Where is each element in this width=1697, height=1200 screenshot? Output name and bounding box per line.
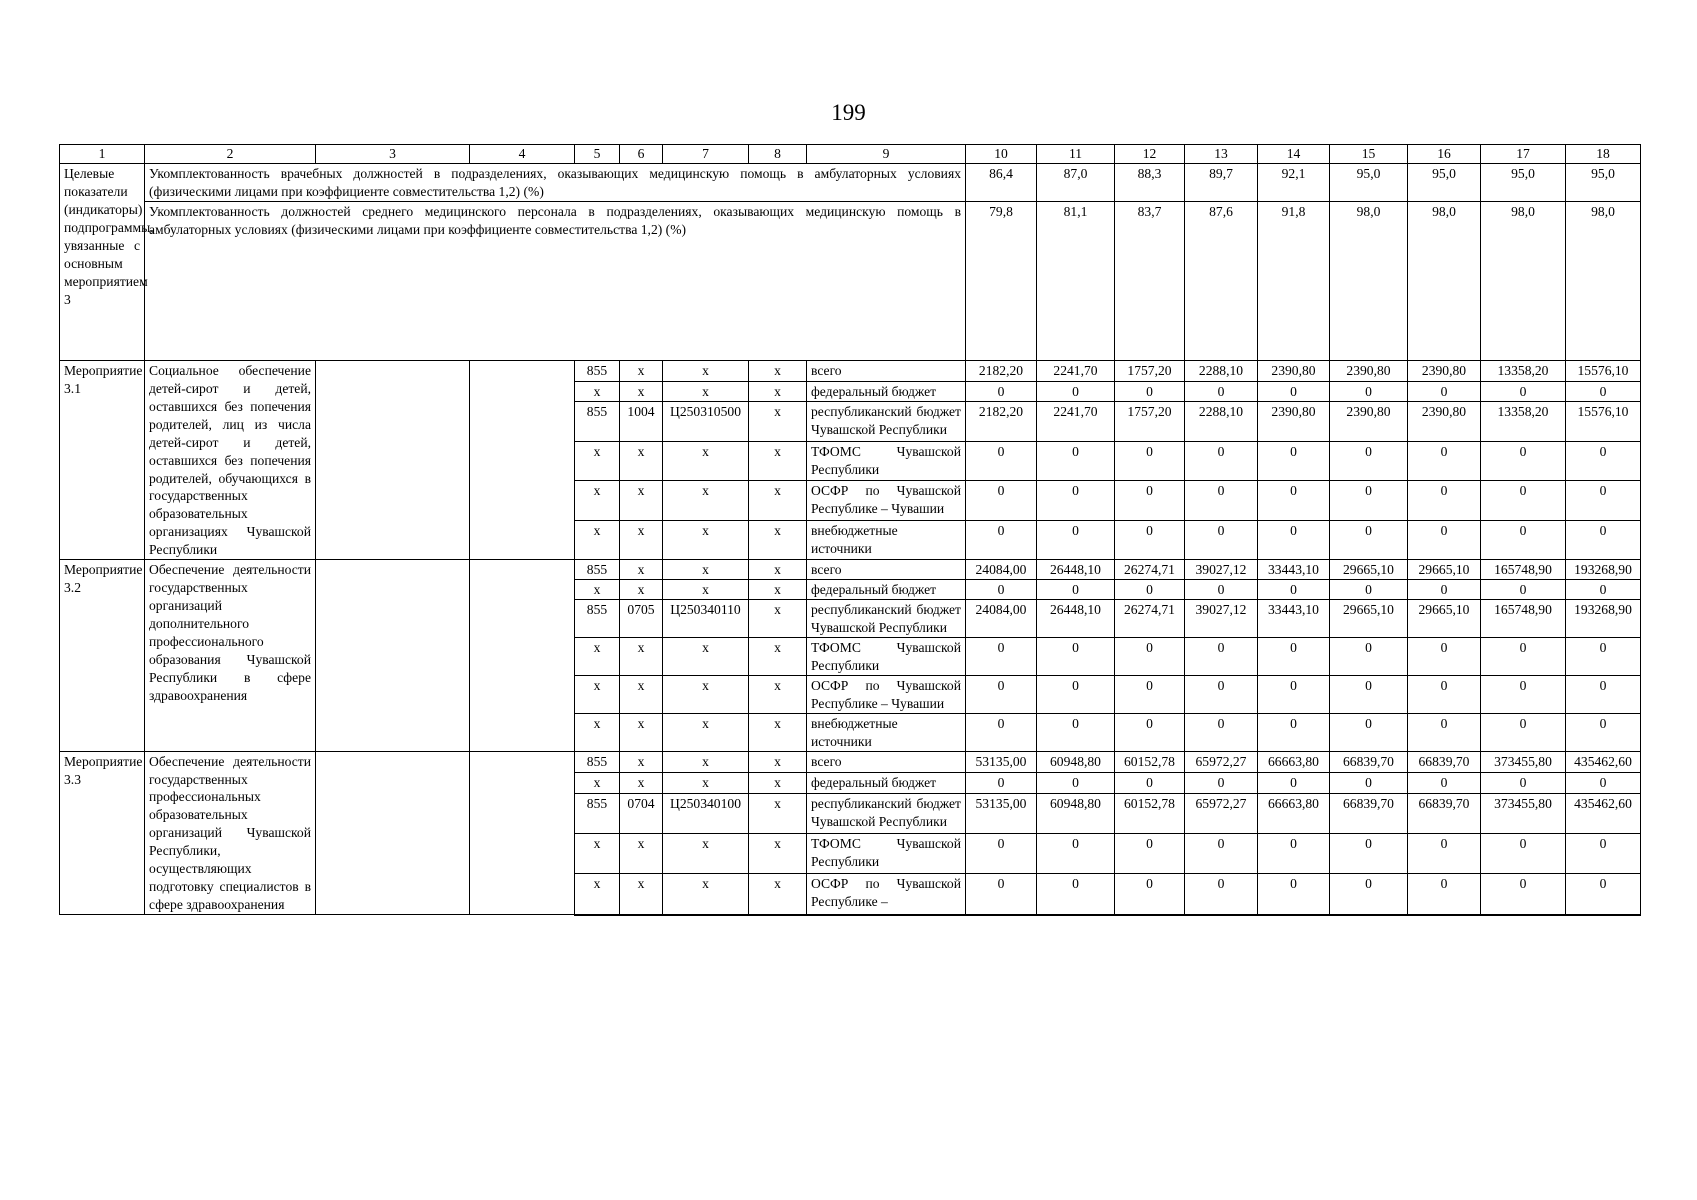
amount-value: 66839,70 <box>1330 751 1408 772</box>
amount-value: 0 <box>1185 481 1258 520</box>
amount-value: 0 <box>1330 675 1408 713</box>
amount-value: 0 <box>1115 580 1185 600</box>
code-grbs: х <box>575 874 620 915</box>
indicator-value: 92,1 <box>1258 164 1330 202</box>
amount-value: 0 <box>1330 481 1408 520</box>
code-grbs: х <box>575 713 620 751</box>
amount-value: 0 <box>1566 481 1641 520</box>
amount-value: 0 <box>1185 580 1258 600</box>
amount-value: 65972,27 <box>1185 751 1258 772</box>
amount-value: 0 <box>1330 580 1408 600</box>
code-grbs: 855 <box>575 793 620 833</box>
amount-value: 0 <box>966 441 1037 480</box>
amount-value: 0 <box>1185 772 1258 793</box>
code-expense: х <box>749 481 807 520</box>
amount-value: 60948,80 <box>1037 751 1115 772</box>
amount-value: 373455,80 <box>1481 793 1566 833</box>
funding-source: республиканский бюджет Чувашской Республики <box>807 402 966 441</box>
amount-value: 66663,80 <box>1258 751 1330 772</box>
code-section: х <box>620 560 663 580</box>
code-section: х <box>620 675 663 713</box>
amount-value: 29665,10 <box>1330 600 1408 638</box>
amount-value: 24084,00 <box>966 560 1037 580</box>
amount-value: 0 <box>1115 874 1185 915</box>
amount-value: 0 <box>1330 381 1408 402</box>
amount-value: 0 <box>1115 481 1185 520</box>
code-target: х <box>663 481 749 520</box>
code-expense: х <box>749 402 807 441</box>
indicator-value: 98,0 <box>1566 201 1641 360</box>
amount-value: 0 <box>1037 675 1115 713</box>
indicator-value: 95,0 <box>1481 164 1566 202</box>
code-section: 1004 <box>620 402 663 441</box>
amount-value: 26448,10 <box>1037 600 1115 638</box>
table-body <box>60 145 1641 915</box>
amount-value: 0 <box>1185 637 1258 675</box>
code-expense: х <box>749 874 807 915</box>
column-number: 6 <box>620 145 663 164</box>
amount-value: 0 <box>1258 713 1330 751</box>
amount-value: 0 <box>1566 834 1641 874</box>
code-grbs: х <box>575 580 620 600</box>
amount-value: 0 <box>1258 834 1330 874</box>
code-grbs: 855 <box>575 402 620 441</box>
amount-value: 29665,10 <box>1408 560 1481 580</box>
amount-value: 0 <box>1481 580 1566 600</box>
indicator-value: 98,0 <box>1408 201 1481 360</box>
code-section: х <box>620 772 663 793</box>
responsible-cell <box>316 360 470 559</box>
amount-value: 0 <box>966 481 1037 520</box>
amount-value: 13358,20 <box>1481 360 1566 381</box>
code-expense: х <box>749 381 807 402</box>
code-section: х <box>620 637 663 675</box>
amount-value: 39027,12 <box>1185 560 1258 580</box>
amount-value: 0 <box>1566 441 1641 480</box>
amount-value: 0 <box>1185 874 1258 915</box>
amount-value: 0 <box>1408 713 1481 751</box>
amount-value: 0 <box>1330 772 1408 793</box>
indicator-row <box>60 201 1641 360</box>
code-target: х <box>663 713 749 751</box>
amount-value: 0 <box>1481 675 1566 713</box>
amount-value: 2390,80 <box>1330 402 1408 441</box>
amount-value: 0 <box>1566 675 1641 713</box>
amount-value: 15576,10 <box>1566 402 1641 441</box>
code-grbs: 855 <box>575 751 620 772</box>
amount-value: 0 <box>1481 481 1566 520</box>
amount-value: 0 <box>966 381 1037 402</box>
amount-value: 1757,20 <box>1115 360 1185 381</box>
amount-value: 0 <box>1330 637 1408 675</box>
indicator-value: 87,6 <box>1185 201 1258 360</box>
code-section: 0705 <box>620 600 663 638</box>
participants-cell <box>470 560 575 751</box>
amount-value: 165748,90 <box>1481 560 1566 580</box>
code-grbs: х <box>575 481 620 520</box>
code-grbs: х <box>575 637 620 675</box>
indicator-value: 83,7 <box>1115 201 1185 360</box>
amount-value: 0 <box>1330 520 1408 560</box>
amount-value: 0 <box>966 675 1037 713</box>
indicator-value: 79,8 <box>966 201 1037 360</box>
amount-value: 2390,80 <box>1258 402 1330 441</box>
funding-source: всего <box>807 560 966 580</box>
amount-value: 0 <box>1566 637 1641 675</box>
code-section: х <box>620 481 663 520</box>
funding-source: ОСФР по Чувашской Республике – Чувашии <box>807 675 966 713</box>
amount-value: 0 <box>1037 441 1115 480</box>
amount-value: 29665,10 <box>1408 600 1481 638</box>
funding-source: ТФОМС Чувашской Республики <box>807 637 966 675</box>
amount-value: 66839,70 <box>1408 751 1481 772</box>
amount-value: 0 <box>1115 713 1185 751</box>
amount-value: 0 <box>1185 381 1258 402</box>
header-row <box>60 145 1641 164</box>
code-expense: х <box>749 560 807 580</box>
column-number: 16 <box>1408 145 1481 164</box>
amount-value: 193268,90 <box>1566 560 1641 580</box>
column-number: 3 <box>316 145 470 164</box>
amount-value: 0 <box>1330 834 1408 874</box>
funding-source: всего <box>807 751 966 772</box>
code-grbs: х <box>575 772 620 793</box>
code-expense: х <box>749 751 807 772</box>
indicator-value: 95,0 <box>1330 164 1408 202</box>
amount-value: 53135,00 <box>966 751 1037 772</box>
amount-value: 0 <box>1115 441 1185 480</box>
amount-value: 165748,90 <box>1481 600 1566 638</box>
amount-value: 0 <box>1037 637 1115 675</box>
column-number: 15 <box>1330 145 1408 164</box>
amount-value: 24084,00 <box>966 600 1037 638</box>
column-number: 18 <box>1566 145 1641 164</box>
code-target: Ц250310500 <box>663 402 749 441</box>
funding-source: федеральный бюджет <box>807 580 966 600</box>
amount-value: 0 <box>1481 713 1566 751</box>
indicator-value: 98,0 <box>1481 201 1566 360</box>
amount-value: 66839,70 <box>1330 793 1408 833</box>
code-target: х <box>663 874 749 915</box>
amount-value: 0 <box>1185 441 1258 480</box>
participants-cell <box>470 751 575 914</box>
amount-value: 60948,80 <box>1037 793 1115 833</box>
amount-value: 0 <box>1037 520 1115 560</box>
amount-value: 0 <box>1037 772 1115 793</box>
amount-value: 0 <box>1330 874 1408 915</box>
amount-value: 0 <box>1408 874 1481 915</box>
page-number: 199 <box>831 100 866 125</box>
amount-value: 39027,12 <box>1185 600 1258 638</box>
amount-value: 0 <box>1115 834 1185 874</box>
amount-value: 0 <box>1258 874 1330 915</box>
code-target: х <box>663 751 749 772</box>
code-expense: х <box>749 600 807 638</box>
amount-value: 2182,20 <box>966 402 1037 441</box>
column-number: 9 <box>807 145 966 164</box>
code-target: х <box>663 675 749 713</box>
column-number: 7 <box>663 145 749 164</box>
amount-value: 60152,78 <box>1115 751 1185 772</box>
amount-value: 0 <box>1037 874 1115 915</box>
measure-row <box>60 360 1641 381</box>
indicator-value: 95,0 <box>1408 164 1481 202</box>
code-target: х <box>663 381 749 402</box>
amount-value: 66663,80 <box>1258 793 1330 833</box>
amount-value: 0 <box>1481 834 1566 874</box>
amount-value: 2390,80 <box>1258 360 1330 381</box>
code-target: Ц250340110 <box>663 600 749 638</box>
amount-value: 33443,10 <box>1258 560 1330 580</box>
amount-value: 2390,80 <box>1330 360 1408 381</box>
indicator-value: 95,0 <box>1566 164 1641 202</box>
code-expense: х <box>749 637 807 675</box>
code-target: х <box>663 560 749 580</box>
measure-name: Обеспечение деятельности государственных профессиональных образовательных организаций Чувашской Республики, осуществляющих подготовку специалистов в сфере здравоохранения <box>145 751 316 914</box>
column-number: 17 <box>1481 145 1566 164</box>
code-expense: х <box>749 360 807 381</box>
amount-value: 0 <box>1185 675 1258 713</box>
amount-value: 0 <box>1037 381 1115 402</box>
indicator-row <box>60 164 1641 202</box>
code-expense: х <box>749 675 807 713</box>
amount-value: 0 <box>1481 441 1566 480</box>
amount-value: 0 <box>1115 772 1185 793</box>
amount-value: 0 <box>1258 580 1330 600</box>
amount-value: 0 <box>1185 834 1258 874</box>
measure-label: Мероприятие 3.2 <box>60 560 145 751</box>
column-number: 8 <box>749 145 807 164</box>
amount-value: 0 <box>1481 772 1566 793</box>
amount-value: 26274,71 <box>1115 560 1185 580</box>
code-section: х <box>620 520 663 560</box>
amount-value: 0 <box>1408 481 1481 520</box>
amount-value: 0 <box>1566 520 1641 560</box>
code-grbs: х <box>575 520 620 560</box>
indicator-value: 87,0 <box>1037 164 1115 202</box>
amount-value: 0 <box>1258 381 1330 402</box>
code-target: х <box>663 520 749 560</box>
column-number: 5 <box>575 145 620 164</box>
amount-value: 0 <box>1408 520 1481 560</box>
responsible-cell <box>316 751 470 914</box>
amount-value: 60152,78 <box>1115 793 1185 833</box>
code-expense: х <box>749 580 807 600</box>
amount-value: 2288,10 <box>1185 402 1258 441</box>
funding-source: всего <box>807 360 966 381</box>
column-number: 1 <box>60 145 145 164</box>
responsible-cell <box>316 560 470 751</box>
amount-value: 2241,70 <box>1037 402 1115 441</box>
code-target: х <box>663 580 749 600</box>
amount-value: 373455,80 <box>1481 751 1566 772</box>
amount-value: 0 <box>966 713 1037 751</box>
code-target: х <box>663 772 749 793</box>
code-section: х <box>620 874 663 915</box>
amount-value: 0 <box>1258 520 1330 560</box>
amount-value: 0 <box>1408 637 1481 675</box>
amount-value: 0 <box>1408 772 1481 793</box>
code-grbs: 855 <box>575 360 620 381</box>
amount-value: 0 <box>1566 874 1641 915</box>
indicator-text: Укомплектованность должностей среднего медицинского персонала в подразделениях, оказывающих медицинскую помощь в амбулаторных условиях (физическими лицами при коэффициенте совместительства 1,2) (%) <box>145 201 966 360</box>
code-section: х <box>620 834 663 874</box>
amount-value: 0 <box>1566 381 1641 402</box>
participants-cell <box>470 360 575 559</box>
amount-value: 66839,70 <box>1408 793 1481 833</box>
code-section: х <box>620 751 663 772</box>
amount-value: 0 <box>1258 675 1330 713</box>
amount-value: 0 <box>1185 713 1258 751</box>
amount-value: 26448,10 <box>1037 560 1115 580</box>
indicator-value: 88,3 <box>1115 164 1185 202</box>
amount-value: 15576,10 <box>1566 360 1641 381</box>
indicator-value: 86,4 <box>966 164 1037 202</box>
measure-label: Мероприятие 3.1 <box>60 360 145 559</box>
amount-value: 26274,71 <box>1115 600 1185 638</box>
code-section: х <box>620 360 663 381</box>
amount-value: 0 <box>1408 381 1481 402</box>
code-target: х <box>663 834 749 874</box>
funding-source: ТФОМС Чувашской Республики <box>807 441 966 480</box>
column-number: 2 <box>145 145 316 164</box>
column-number: 4 <box>470 145 575 164</box>
funding-source: республиканский бюджет Чувашской Республики <box>807 793 966 833</box>
amount-value: 0 <box>1258 772 1330 793</box>
code-section: х <box>620 580 663 600</box>
measure-label: Мероприятие 3.3 <box>60 751 145 914</box>
measure-row <box>60 560 1641 580</box>
funding-source: внебюджетные источники <box>807 713 966 751</box>
amount-value: 0 <box>1115 637 1185 675</box>
amount-value: 0 <box>1408 580 1481 600</box>
amount-value: 0 <box>1408 834 1481 874</box>
code-grbs: х <box>575 834 620 874</box>
code-expense: х <box>749 520 807 560</box>
indicator-value: 81,1 <box>1037 201 1115 360</box>
indicator-value: 89,7 <box>1185 164 1258 202</box>
measure-name: Социальное обеспечение детей-сирот и детей, оставшихся без попечения родителей, лиц из числа детей-сирот и детей, оставшихся без попечения родителей, обучающихся в государственных образовательных организациях Чувашской Республики <box>145 360 316 559</box>
code-section: х <box>620 441 663 480</box>
code-grbs: 855 <box>575 560 620 580</box>
amount-value: 0 <box>1037 834 1115 874</box>
measure-name: Обеспечение деятельности государственных организаций дополнительного профессионального образования Чувашской Республики в сфере здравоохранения <box>145 560 316 751</box>
indicator-value: 91,8 <box>1258 201 1330 360</box>
amount-value: 2288,10 <box>1185 360 1258 381</box>
amount-value: 435462,60 <box>1566 751 1641 772</box>
funding-source: федеральный бюджет <box>807 772 966 793</box>
amount-value: 435462,60 <box>1566 793 1641 833</box>
amount-value: 2182,20 <box>966 360 1037 381</box>
amount-value: 29665,10 <box>1330 560 1408 580</box>
amount-value: 0 <box>1566 713 1641 751</box>
budget-table <box>59 144 1641 916</box>
code-target: х <box>663 360 749 381</box>
amount-value: 0 <box>1408 675 1481 713</box>
funding-source: ОСФР по Чувашской Республике – <box>807 874 966 915</box>
amount-value: 0 <box>1481 520 1566 560</box>
code-section: х <box>620 381 663 402</box>
code-section: 0704 <box>620 793 663 833</box>
code-expense: х <box>749 834 807 874</box>
amount-value: 2390,80 <box>1408 360 1481 381</box>
code-grbs: х <box>575 675 620 713</box>
indicators-label: Целевые показатели (индикаторы) подпрограммы, увязанные с основным мероприятием 3 <box>60 164 145 361</box>
code-grbs: х <box>575 441 620 480</box>
code-target: Ц250340100 <box>663 793 749 833</box>
code-target: х <box>663 637 749 675</box>
amount-value: 13358,20 <box>1481 402 1566 441</box>
code-target: х <box>663 441 749 480</box>
amount-value: 0 <box>966 520 1037 560</box>
amount-value: 65972,27 <box>1185 793 1258 833</box>
code-expense: х <box>749 441 807 480</box>
amount-value: 193268,90 <box>1566 600 1641 638</box>
amount-value: 0 <box>1037 481 1115 520</box>
code-expense: х <box>749 793 807 833</box>
measure-row <box>60 751 1641 772</box>
amount-value: 0 <box>1330 713 1408 751</box>
amount-value: 0 <box>1258 637 1330 675</box>
funding-source: ТФОМС Чувашской Республики <box>807 834 966 874</box>
amount-value: 0 <box>1115 381 1185 402</box>
amount-value: 1757,20 <box>1115 402 1185 441</box>
funding-source: республиканский бюджет Чувашской Республики <box>807 600 966 638</box>
amount-value: 0 <box>1566 580 1641 600</box>
indicator-text: Укомплектованность врачебных должностей в подразделениях, оказывающих медицинскую помощь в амбулаторных условиях (физическими лицами при коэффициенте совместительства 1,2) (%) <box>145 164 966 202</box>
amount-value: 2241,70 <box>1037 360 1115 381</box>
code-expense: х <box>749 772 807 793</box>
funding-source: внебюджетные источники <box>807 520 966 560</box>
amount-value: 0 <box>1330 441 1408 480</box>
amount-value: 0 <box>966 772 1037 793</box>
column-number: 14 <box>1258 145 1330 164</box>
amount-value: 0 <box>1115 520 1185 560</box>
amount-value: 0 <box>966 874 1037 915</box>
amount-value: 0 <box>1481 874 1566 915</box>
funding-source: федеральный бюджет <box>807 381 966 402</box>
amount-value: 0 <box>1481 381 1566 402</box>
code-grbs: х <box>575 381 620 402</box>
amount-value: 0 <box>966 834 1037 874</box>
code-expense: х <box>749 713 807 751</box>
amount-value: 0 <box>1566 772 1641 793</box>
column-number: 13 <box>1185 145 1258 164</box>
amount-value: 0 <box>1185 520 1258 560</box>
amount-value: 2390,80 <box>1408 402 1481 441</box>
amount-value: 33443,10 <box>1258 600 1330 638</box>
amount-value: 0 <box>1258 441 1330 480</box>
amount-value: 0 <box>966 637 1037 675</box>
amount-value: 0 <box>1037 713 1115 751</box>
code-grbs: 855 <box>575 600 620 638</box>
column-number: 12 <box>1115 145 1185 164</box>
amount-value: 0 <box>1115 675 1185 713</box>
amount-value: 0 <box>1037 580 1115 600</box>
amount-value: 0 <box>966 580 1037 600</box>
amount-value: 53135,00 <box>966 793 1037 833</box>
code-section: х <box>620 713 663 751</box>
column-number: 10 <box>966 145 1037 164</box>
amount-value: 0 <box>1408 441 1481 480</box>
column-number: 11 <box>1037 145 1115 164</box>
amount-value: 0 <box>1258 481 1330 520</box>
indicator-value: 98,0 <box>1330 201 1408 360</box>
amount-value: 0 <box>1481 637 1566 675</box>
funding-source: ОСФР по Чувашской Республике – Чувашии <box>807 481 966 520</box>
